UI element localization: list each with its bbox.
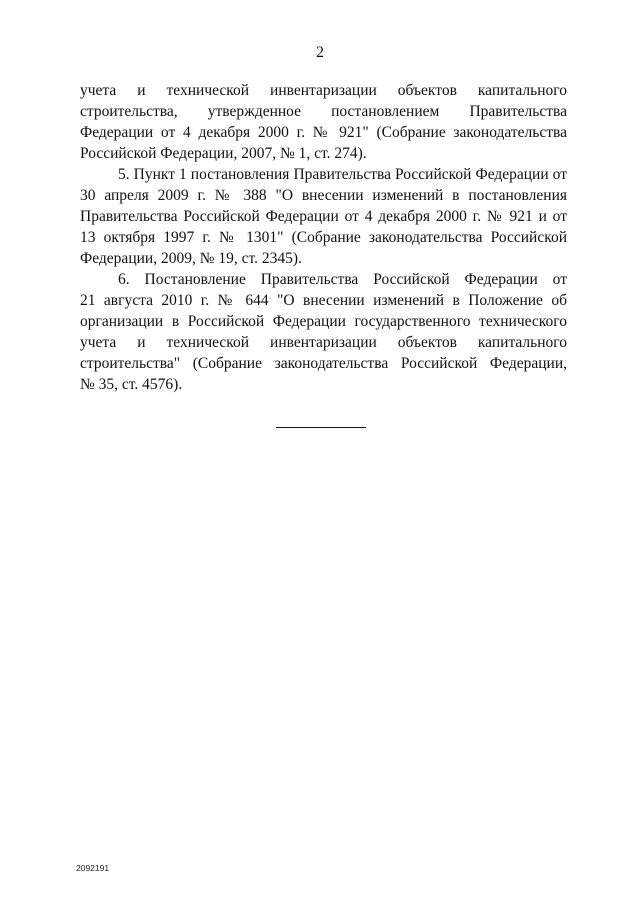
closing-divider (276, 427, 366, 428)
text-line: организации в Российской Федерации государственного технического (80, 313, 567, 330)
page-number: 2 (316, 44, 324, 61)
paragraph-item-5 (80, 164, 567, 269)
text-line: 5. Пункт 1 постановления Правительства Российской Федерации от (118, 166, 567, 183)
text-line: Федерации от 4 декабря 2000 г. № 921" (Собрание законодательства (80, 124, 567, 141)
text-line: Правительства Российской Федерации от 4 декабря 2000 г. № 921 и от (80, 208, 567, 225)
text-line: учета и технической инвентаризации объектов капитального (80, 82, 567, 99)
text-line: № 35, ст. 4576). (80, 376, 183, 393)
document-body (80, 80, 567, 395)
text-line: строительства, утвержденное постановлением Правительства (80, 103, 567, 120)
text-line: учета и технической инвентаризации объектов капитального (80, 334, 567, 351)
text-line: Федерации, 2009, № 19, ст. 2345). (80, 250, 302, 267)
text-line: 6. Постановление Правительства Российской Федерации от (118, 271, 567, 288)
text-line: 30 апреля 2009 г. № 388 "О внесении изменений в постановления (80, 187, 567, 204)
text-line: 21 августа 2010 г. № 644 "О внесении изменений в Положение об (80, 292, 567, 309)
text-line: Российской Федерации, 2007, № 1, ст. 274). (80, 145, 367, 162)
paragraph-item-6 (80, 269, 567, 395)
text-line: строительства" (Собрание законодательства Российской Федерации, (80, 355, 567, 372)
document-code: 2092191 (76, 863, 110, 873)
paragraph-continuation (80, 80, 567, 164)
text-line: 13 октября 1997 г. № 1301" (Собрание законодательства Российской (80, 229, 567, 246)
